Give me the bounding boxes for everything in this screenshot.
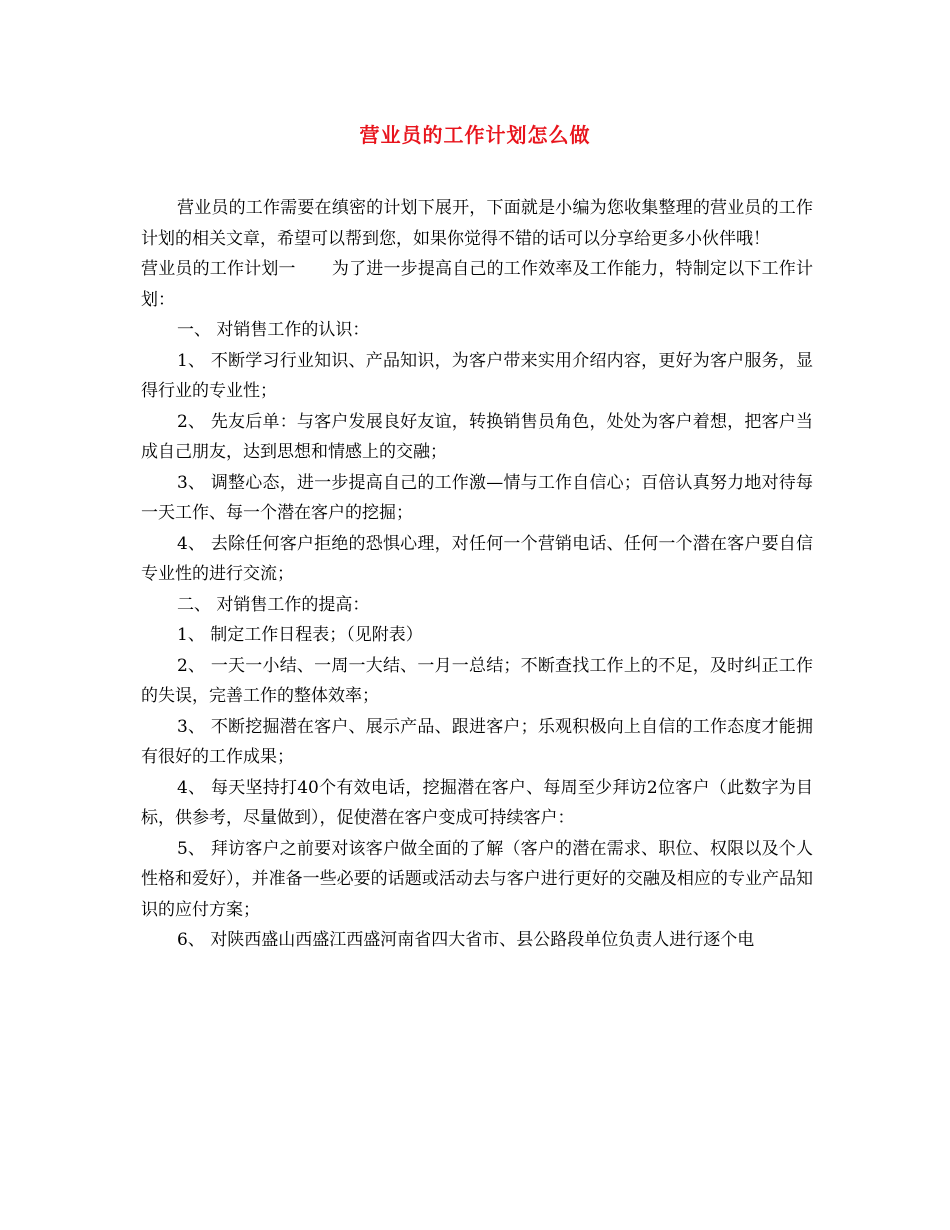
section-heading: 二、 对销售工作的提高： (177, 594, 370, 615)
list-item: 4、 去除任何客户拒绝的恐惧心理，对任何一个营销电话、任何一个潜在客户要自信专业性的进行交流； (141, 533, 813, 584)
plan-paragraph (141, 254, 813, 315)
list-item: 3、 不断挖掘潜在客户、展示产品、跟进客户；乐观积极向上自信的工作态度才能拥有很好的工作成果； (141, 716, 813, 767)
section-heading: 一、 对销售工作的认识： (177, 320, 370, 340)
plan-opening: 为了进一步提高自己的工作效率及工作能力，特制定以下工作计划： (141, 259, 813, 310)
document-title: 营业员的工作计划怎么做 (359, 123, 591, 147)
intro-paragraph: 营业员的工作需要在缜密的计划下展开，下面就是小编为您收集整理的营业员的工作计划的相关文章，希望可以帮到您，如果你觉得不错的话可以分享给更多小伙伴哦！ (141, 198, 813, 249)
list-item: 1、 制定工作日程表；（见附表） (177, 625, 423, 645)
list-item: 6、 对陕西盛山西盛江西盛河南省四大省市、县公路段单位负责人进行逐个电 (177, 930, 755, 950)
list-item: 4、 每天坚持打40个有效电话，挖掘潜在客户、每周至少拜访2位客户（此数字为目标，供参考，尽量做到），促使潜在客户变成可持续客户： (141, 777, 813, 828)
plan-heading: 营业员的工作计划一 (141, 259, 296, 279)
document-body (141, 193, 813, 956)
list-item: 1、 不断学习行业知识、产品知识，为客户带来实用介绍内容，更好为客户服务，显得行业的专业性； (141, 350, 813, 401)
list-item: 2、 先友后单：与客户发展良好友谊，转换销售员角色，处处为客户着想，把客户当成自己朋友，达到思想和情感上的交融； (141, 411, 813, 462)
list-item: 5、 拜访客户之前要对该客户做全面的了解（客户的潜在需求、职位、权限以及个人性格和爱好），并准备一些必要的话题或活动去与客户进行更好的交融及相应的专业产品知识的应付方案； (141, 838, 813, 920)
list-item: 2、 一天一小结、一周一大结、一月一总结；不断查找工作上的不足，及时纠正工作的失误，完善工作的整体效率； (141, 655, 813, 706)
list-item: 3、 调整心态，进一步提高自己的工作激—情与工作自信心；百倍认真努力地对待每一天工作、每一个潜在客户的挖掘； (141, 472, 813, 523)
